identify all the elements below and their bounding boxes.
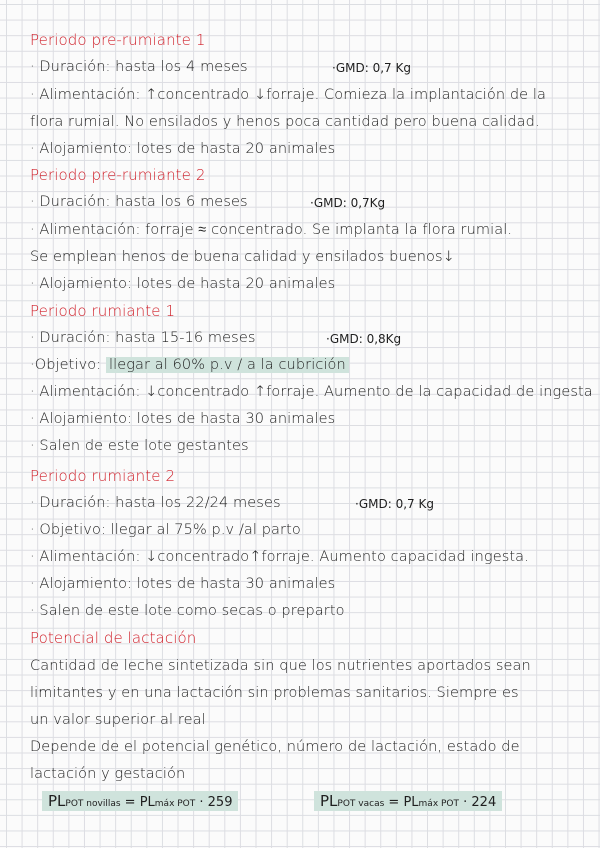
s1-alimentacion-1: · Alimentación: ↑concentrado ↓forraje. Comieza la implantación de la — [30, 87, 546, 103]
s1-alojamiento: · Alojamiento: lotes de hasta 20 animales — [30, 141, 336, 157]
section-title-pre-rumiante-1: Periodo pre-rumiante 1 — [30, 31, 206, 49]
s3-alojamiento: · Alojamiento: lotes de hasta 30 animales — [30, 411, 336, 427]
s1-alimentacion-2: flora rumial. No ensilados y henos poca cantidad pero buena calidad. — [30, 114, 540, 130]
formula-pl-vacas — [314, 791, 502, 811]
s5-paragraph-line-3: un valor superior al real — [30, 712, 206, 728]
formula-2-factor: · 224 — [459, 795, 497, 810]
s2-alimentacion-2: Se emplean henos de buena calidad y ensilados buenos↓ — [30, 249, 455, 265]
s4-alojamiento: · Alojamiento: lotes de hasta 30 animales — [30, 576, 336, 592]
formula-2-pl: PL — [320, 792, 338, 810]
formula-2-equals: = PL — [384, 795, 419, 810]
section-title-potencial-lactacion: Potencial de lactación — [30, 629, 197, 647]
section-title-pre-rumiante-2: Periodo pre-rumiante 2 — [30, 166, 206, 184]
s2-gmd: ·GMD: 0,7Kg — [310, 196, 386, 210]
section-title-rumiante-2: Periodo rumiante 2 — [30, 467, 176, 485]
s4-duracion: · Duración: hasta los 22/24 meses — [30, 495, 281, 511]
s4-salen: · Salen de este lote como secas o preparto — [30, 603, 345, 619]
s3-gmd: ·GMD: 0,8Kg — [326, 332, 402, 346]
s2-duracion: · Duración: hasta los 6 meses — [30, 194, 248, 210]
s4-alimentacion: · Alimentación: ↓concentrado↑forraje. Aumento capacidad ingesta. — [30, 549, 529, 565]
s3-alimentacion: · Alimentación: ↓concentrado ↑forraje. Aumento de la capacidad de ingesta — [30, 384, 593, 400]
formula-1-pl: PL — [48, 792, 66, 810]
s3-objetivo-highlight: llegar al 60% p.v / a la cubrición — [106, 357, 349, 373]
s5-paragraph-line-2: limitantes y en una lactación sin problemas sanitarios. Siempre es — [30, 685, 519, 701]
s5-paragraph-line-5: lactación y gestación — [30, 766, 186, 782]
s2-alojamiento: · Alojamiento: lotes de hasta 20 animales — [30, 276, 336, 292]
s4-gmd: ·GMD: 0,7 Kg — [355, 497, 434, 511]
s3-objetivo — [30, 356, 584, 374]
s5-paragraph-line-1: Cantidad de leche sintetizada sin que los nutrientes aportados sean — [30, 658, 531, 674]
s3-salen: · Salen de este lote gestantes — [30, 438, 249, 454]
formula-2-subscript: POT vacas — [337, 799, 385, 809]
s3-duracion: · Duración: hasta 15-16 meses — [30, 330, 256, 346]
formula-1-subscript: POT novillas — [65, 799, 121, 809]
s5-paragraph-line-4: Depende de el potencial genético, número de lactación, estado de — [30, 739, 520, 755]
s1-gmd: ·GMD: 0,7 Kg — [332, 61, 411, 75]
s2-alimentacion-1: · Alimentación: forraje ≈ concentrado. Se implanta la flora rumial. — [30, 222, 513, 238]
formula-1-factor: · 259 — [195, 795, 233, 810]
formula-2-subscript-2: máx POT — [418, 799, 460, 809]
formula-1-equals: = PL — [120, 795, 155, 810]
s4-objetivo: · Objetivo: llegar al 75% p.v /al parto — [30, 522, 301, 538]
section-title-rumiante-1: Periodo rumiante 1 — [30, 302, 176, 320]
s1-duracion: · Duración: hasta los 4 meses — [30, 59, 248, 75]
s3-objetivo-label: ·Objetivo: — [30, 357, 102, 373]
formula-1-subscript-2: máx POT — [154, 799, 196, 809]
formula-pl-novillas — [42, 791, 238, 811]
